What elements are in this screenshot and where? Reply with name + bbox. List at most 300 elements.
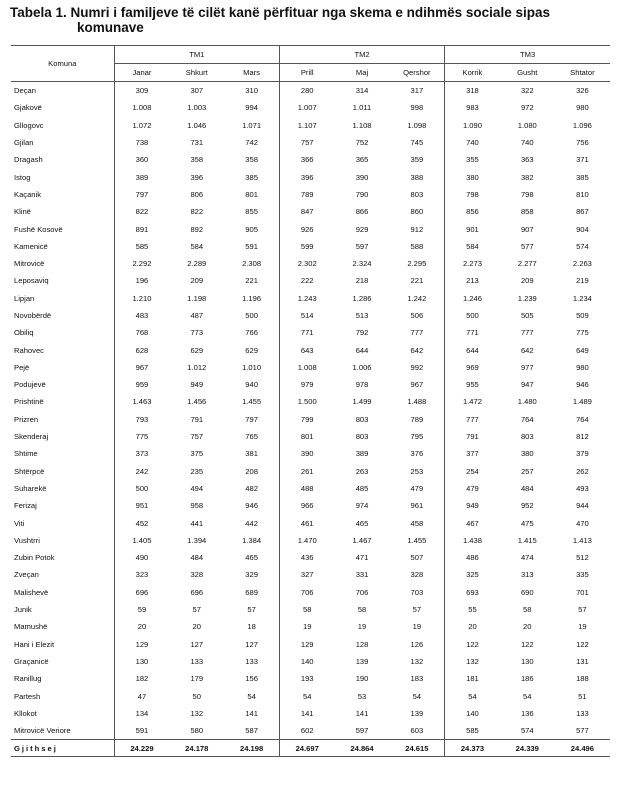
value-cell: 584 xyxy=(445,238,500,255)
value-cell: 602 xyxy=(279,722,334,740)
value-cell: 777 xyxy=(410,328,424,338)
komuna-name: Vushtrri xyxy=(14,535,40,545)
komuna-name: Istog xyxy=(14,172,31,182)
table-row xyxy=(11,307,610,324)
value-cell: 752 xyxy=(355,138,369,148)
total-cell: 24.615 xyxy=(390,740,445,757)
value-cell: 693 xyxy=(445,584,500,601)
families-table xyxy=(11,45,610,757)
value-cell: 382 xyxy=(520,172,534,182)
value-cell: 209 xyxy=(520,276,534,286)
value-cell: 822 xyxy=(114,203,169,220)
table-row xyxy=(11,428,610,445)
value-cell: 1.467 xyxy=(352,535,372,545)
value-cell: 1.489 xyxy=(572,397,592,407)
value-cell: 766 xyxy=(245,328,258,338)
value-cell: 947 xyxy=(520,380,534,390)
value-cell: 768 xyxy=(114,324,169,341)
value-cell: 486 xyxy=(445,549,500,566)
value-cell: 771 xyxy=(445,324,500,341)
value-cell: 54 xyxy=(279,687,334,704)
value-cell: 967 xyxy=(410,380,424,390)
komuna-name: Graçanicë xyxy=(14,656,49,666)
value-cell: 487 xyxy=(190,311,204,320)
value-cell: 858 xyxy=(520,207,534,217)
value-cell: 1.500 xyxy=(279,393,334,410)
value-cell: 390 xyxy=(355,172,369,182)
komuna-name: Leposaviq xyxy=(14,276,49,286)
value-cell: 509 xyxy=(576,311,589,320)
komuna-name: Novobërdë xyxy=(14,311,52,320)
value-cell: 998 xyxy=(410,103,424,113)
value-cell: 20 xyxy=(523,622,532,632)
value-cell: 317 xyxy=(410,86,424,96)
value-cell: 689 xyxy=(245,587,258,597)
table-row xyxy=(11,186,610,203)
value-cell: 396 xyxy=(190,172,204,182)
value-cell: 494 xyxy=(190,483,204,493)
komuna-name: Mamushë xyxy=(14,622,48,632)
value-cell: 696 xyxy=(190,587,204,597)
value-cell: 310 xyxy=(245,86,258,96)
value-cell: 221 xyxy=(245,276,258,286)
value-cell: 775 xyxy=(576,328,589,338)
value-cell: 740 xyxy=(445,134,500,151)
total-cell: 24.373 xyxy=(445,740,500,757)
value-cell: 642 xyxy=(410,345,424,355)
value-cell: 764 xyxy=(576,414,589,424)
value-cell: 644 xyxy=(445,341,500,358)
table-row xyxy=(11,601,610,618)
total-row xyxy=(11,740,610,757)
total-cell: 24.496 xyxy=(555,740,610,757)
value-cell: 484 xyxy=(520,483,534,493)
value-cell: 371 xyxy=(576,155,589,165)
value-cell: 131 xyxy=(576,656,589,666)
table-row xyxy=(11,653,610,670)
value-cell: 1.456 xyxy=(187,397,207,407)
table-row xyxy=(11,255,610,272)
value-cell: 325 xyxy=(445,566,500,583)
table-row xyxy=(11,220,610,237)
komuna-name: Junik xyxy=(14,605,32,615)
value-cell: 20 xyxy=(114,618,169,635)
value-cell: 599 xyxy=(279,238,334,255)
value-cell: 323 xyxy=(114,566,169,583)
value-cell: 500 xyxy=(245,311,258,320)
value-cell: 1.413 xyxy=(572,535,592,545)
komuna-name: Lipjan xyxy=(14,293,35,303)
value-cell: 500 xyxy=(445,307,500,324)
komuna-header: Komuna xyxy=(11,46,114,82)
value-cell: 183 xyxy=(410,674,424,684)
value-cell: 140 xyxy=(279,653,334,670)
value-cell: 905 xyxy=(245,224,258,234)
table-row xyxy=(11,514,610,531)
total-cell: 24.198 xyxy=(224,740,279,757)
value-cell: 806 xyxy=(190,189,204,199)
value-cell: 929 xyxy=(355,224,369,234)
value-cell: 1.286 xyxy=(352,293,372,303)
komuna-name: Podujevë xyxy=(14,380,46,390)
komuna-name: Mitrovicë xyxy=(14,259,45,269)
value-cell: 961 xyxy=(410,501,424,511)
value-cell: 603 xyxy=(410,726,424,736)
value-cell: 969 xyxy=(445,359,500,376)
value-cell: 1.071 xyxy=(242,120,262,130)
value-cell: 257 xyxy=(520,466,534,476)
value-cell: 396 xyxy=(279,168,334,185)
value-cell: 461 xyxy=(279,514,334,531)
value-cell: 471 xyxy=(355,553,369,563)
value-cell: 591 xyxy=(245,241,258,251)
value-cell: 485 xyxy=(355,483,369,493)
value-cell: 1.108 xyxy=(352,120,372,130)
value-cell: 208 xyxy=(245,466,258,476)
table-body xyxy=(11,82,610,740)
value-cell: 58 xyxy=(523,605,532,615)
value-cell: 50 xyxy=(192,691,201,701)
value-cell: 1.046 xyxy=(187,120,207,130)
komuna-name: Klinë xyxy=(14,207,31,217)
value-cell: 57 xyxy=(578,605,587,615)
table-row xyxy=(11,290,610,307)
value-cell: 2.277 xyxy=(517,259,537,269)
value-cell: 309 xyxy=(114,82,169,100)
value-cell: 959 xyxy=(114,376,169,393)
value-cell: 1.243 xyxy=(279,290,334,307)
komuna-name: Mitrovicë Veriore xyxy=(14,726,71,736)
value-cell: 253 xyxy=(410,466,424,476)
komuna-name: Malishevë xyxy=(14,587,49,597)
table-header xyxy=(11,46,610,82)
value-cell: 791 xyxy=(190,414,204,424)
value-cell: 940 xyxy=(245,380,258,390)
value-cell: 949 xyxy=(190,380,204,390)
value-cell: 1.488 xyxy=(407,397,427,407)
value-cell: 358 xyxy=(190,155,204,165)
komuna-name: Ranillug xyxy=(14,674,42,684)
table-row xyxy=(11,238,610,255)
value-cell: 706 xyxy=(279,584,334,601)
value-cell: 57 xyxy=(247,605,256,615)
value-cell: 452 xyxy=(114,514,169,531)
value-cell: 484 xyxy=(190,553,204,563)
value-cell: 2.273 xyxy=(445,255,500,272)
value-cell: 588 xyxy=(410,241,424,251)
value-cell: 129 xyxy=(114,636,169,653)
value-cell: 2.263 xyxy=(572,259,592,269)
value-cell: 703 xyxy=(410,587,424,597)
komuna-name: Gjilan xyxy=(14,138,34,148)
value-cell: 55 xyxy=(445,601,500,618)
value-cell: 381 xyxy=(245,449,258,459)
value-cell: 1.096 xyxy=(572,120,592,130)
value-cell: 128 xyxy=(355,639,369,649)
value-cell: 628 xyxy=(114,341,169,358)
month-header: Korrik xyxy=(445,64,500,82)
komuna-name: Shtërpcë xyxy=(14,466,45,476)
value-cell: 701 xyxy=(576,587,589,597)
value-cell: 329 xyxy=(245,570,258,580)
value-cell: 465 xyxy=(355,518,369,528)
value-cell: 757 xyxy=(190,432,204,442)
table-row xyxy=(11,324,610,341)
value-cell: 20 xyxy=(445,618,500,635)
value-cell: 629 xyxy=(245,345,258,355)
value-cell: 20 xyxy=(192,622,201,632)
value-cell: 363 xyxy=(520,155,534,165)
value-cell: 812 xyxy=(576,432,589,442)
value-cell: 2.302 xyxy=(279,255,334,272)
value-cell: 18 xyxy=(247,622,256,632)
value-cell: 385 xyxy=(576,172,589,182)
value-cell: 958 xyxy=(190,501,204,511)
komuna-name: Partesh xyxy=(14,691,41,701)
value-cell: 280 xyxy=(279,82,334,100)
value-cell: 222 xyxy=(279,272,334,289)
value-cell: 122 xyxy=(445,636,500,653)
title-line-2: komunave xyxy=(77,20,144,35)
value-cell: 1.003 xyxy=(187,103,207,113)
value-cell: 904 xyxy=(576,224,589,234)
value-cell: 19 xyxy=(578,622,587,632)
value-cell: 1.455 xyxy=(407,535,427,545)
value-cell: 1.008 xyxy=(114,99,169,116)
komuna-name: Ferizaj xyxy=(14,501,37,511)
value-cell: 242 xyxy=(114,463,169,480)
value-cell: 514 xyxy=(279,307,334,324)
total-cell: 24.229 xyxy=(114,740,169,757)
value-cell: 952 xyxy=(520,501,534,511)
value-cell: 1.010 xyxy=(242,362,262,372)
month-header: Mars xyxy=(224,64,279,82)
value-cell: 57 xyxy=(412,605,422,615)
value-cell: 777 xyxy=(445,411,500,428)
value-cell: 944 xyxy=(576,501,589,511)
value-cell: 775 xyxy=(114,428,169,445)
table-footer xyxy=(11,740,610,757)
value-cell: 980 xyxy=(576,103,589,113)
value-cell: 156 xyxy=(245,674,258,684)
value-cell: 1.007 xyxy=(279,99,334,116)
value-cell: 196 xyxy=(114,272,169,289)
value-cell: 263 xyxy=(355,466,369,476)
value-cell: 577 xyxy=(520,241,534,251)
value-cell: 629 xyxy=(190,345,204,355)
value-cell: 1.463 xyxy=(114,393,169,410)
value-cell: 318 xyxy=(445,82,500,100)
value-cell: 803 xyxy=(410,189,424,199)
value-cell: 810 xyxy=(576,189,589,199)
value-cell: 992 xyxy=(410,362,424,372)
value-cell: 951 xyxy=(114,497,169,514)
value-cell: 580 xyxy=(190,726,204,736)
value-cell: 133 xyxy=(576,708,589,718)
value-cell: 795 xyxy=(410,432,424,442)
value-cell: 127 xyxy=(190,639,204,649)
value-cell: 467 xyxy=(445,514,500,531)
value-cell: 51 xyxy=(578,691,587,701)
komuna-name: Obiliq xyxy=(14,328,34,338)
value-cell: 597 xyxy=(355,241,369,251)
value-cell: 1.499 xyxy=(352,397,372,407)
month-header: Maj xyxy=(334,64,389,82)
value-cell: 132 xyxy=(445,653,500,670)
komuna-name: Shtime xyxy=(14,449,38,459)
month-header: Gusht xyxy=(500,64,555,82)
table-row xyxy=(11,722,610,740)
value-cell: 506 xyxy=(410,311,424,320)
value-cell: 126 xyxy=(410,639,424,649)
value-cell: 1.384 xyxy=(242,535,262,545)
value-cell: 140 xyxy=(445,705,500,722)
value-cell: 866 xyxy=(355,207,369,217)
value-cell: 803 xyxy=(355,414,369,424)
value-cell: 133 xyxy=(190,656,204,666)
value-cell: 591 xyxy=(114,722,169,740)
value-cell: 54 xyxy=(523,691,532,701)
value-cell: 1.196 xyxy=(242,293,262,303)
value-cell: 1.012 xyxy=(187,362,207,372)
komuna-name: Pejë xyxy=(14,362,30,372)
value-cell: 335 xyxy=(576,570,589,580)
table-row xyxy=(11,376,610,393)
value-cell: 1.011 xyxy=(352,103,372,113)
table-row xyxy=(11,168,610,185)
value-cell: 235 xyxy=(190,466,204,476)
value-cell: 798 xyxy=(520,189,534,199)
value-cell: 139 xyxy=(410,708,424,718)
table-row xyxy=(11,566,610,583)
value-cell: 193 xyxy=(279,670,334,687)
value-cell: 1.198 xyxy=(187,293,207,303)
title-line-1: Tabela 1. Numri i familjeve të cilët kanë përfituar nga skema e ndihmës sociale sipas xyxy=(10,5,550,20)
value-cell: 764 xyxy=(520,414,534,424)
total-label: Gjithsej xyxy=(11,740,114,757)
value-cell: 470 xyxy=(576,518,589,528)
value-cell: 139 xyxy=(355,656,369,666)
value-cell: 380 xyxy=(445,168,500,185)
value-cell: 690 xyxy=(520,587,534,597)
value-cell: 389 xyxy=(355,449,369,459)
value-cell: 1.080 xyxy=(517,120,537,130)
value-cell: 797 xyxy=(114,186,169,203)
komuna-name: Viti xyxy=(14,518,25,528)
value-cell: 133 xyxy=(245,656,258,666)
table-row xyxy=(11,687,610,704)
value-cell: 53 xyxy=(357,691,367,701)
value-cell: 773 xyxy=(190,328,204,338)
value-cell: 141 xyxy=(279,705,334,722)
value-cell: 980 xyxy=(576,362,589,372)
value-cell: 574 xyxy=(520,726,534,736)
value-cell: 1.090 xyxy=(445,117,500,134)
month-header: Prill xyxy=(279,64,334,82)
table-row xyxy=(11,203,610,220)
value-cell: 358 xyxy=(245,155,258,165)
value-cell: 891 xyxy=(114,220,169,237)
value-cell: 974 xyxy=(355,501,369,511)
value-cell: 58 xyxy=(279,601,334,618)
value-cell: 994 xyxy=(245,103,258,113)
komuna-name: Prishtinë xyxy=(14,397,44,407)
total-cell: 24.339 xyxy=(500,740,555,757)
table-row xyxy=(11,705,610,722)
quarter-header: TM2 xyxy=(279,46,444,64)
value-cell: 1.242 xyxy=(407,293,427,303)
value-cell: 740 xyxy=(520,138,534,148)
value-cell: 742 xyxy=(245,138,258,148)
value-cell: 584 xyxy=(190,241,204,251)
month-header: Shtator xyxy=(555,64,610,82)
value-cell: 54 xyxy=(412,691,422,701)
value-cell: 1.472 xyxy=(445,393,500,410)
table-row xyxy=(11,636,610,653)
value-cell: 59 xyxy=(114,601,169,618)
value-cell: 822 xyxy=(190,207,204,217)
value-cell: 19 xyxy=(279,618,334,635)
table-row xyxy=(11,272,610,289)
table-row xyxy=(11,497,610,514)
value-cell: 2.308 xyxy=(242,259,262,269)
table-row xyxy=(11,359,610,376)
value-cell: 355 xyxy=(445,151,500,168)
value-cell: 221 xyxy=(410,276,424,286)
value-cell: 643 xyxy=(279,341,334,358)
value-cell: 127 xyxy=(245,639,258,649)
value-cell: 190 xyxy=(355,674,369,684)
value-cell: 141 xyxy=(245,708,258,718)
quarter-header: TM1 xyxy=(114,46,279,64)
value-cell: 1.008 xyxy=(279,359,334,376)
table-row xyxy=(11,618,610,635)
value-cell: 219 xyxy=(576,276,589,286)
value-cell: 328 xyxy=(410,570,424,580)
value-cell: 946 xyxy=(245,501,258,511)
value-cell: 597 xyxy=(355,726,369,736)
komuna-name: Fushë Kosovë xyxy=(14,224,63,234)
value-cell: 585 xyxy=(445,722,500,740)
value-cell: 188 xyxy=(576,674,589,684)
value-cell: 262 xyxy=(576,466,589,476)
value-cell: 799 xyxy=(279,411,334,428)
value-cell: 482 xyxy=(245,483,258,493)
value-cell: 1.246 xyxy=(445,290,500,307)
komuna-name: Kllokot xyxy=(14,708,37,718)
value-cell: 47 xyxy=(114,687,169,704)
value-cell: 946 xyxy=(576,380,589,390)
value-cell: 1.438 xyxy=(445,532,500,549)
value-cell: 1.394 xyxy=(187,535,207,545)
table-row xyxy=(11,151,610,168)
value-cell: 366 xyxy=(279,151,334,168)
value-cell: 57 xyxy=(192,605,201,615)
value-cell: 507 xyxy=(410,553,424,563)
value-cell: 801 xyxy=(245,189,258,199)
value-cell: 979 xyxy=(279,376,334,393)
value-cell: 328 xyxy=(190,570,204,580)
table-row xyxy=(11,670,610,687)
value-cell: 803 xyxy=(520,432,534,442)
komuna-name: Deçan xyxy=(14,86,36,96)
value-cell: 377 xyxy=(445,445,500,462)
table-title xyxy=(10,5,550,35)
value-cell: 218 xyxy=(355,276,369,286)
value-cell: 967 xyxy=(114,359,169,376)
value-cell: 322 xyxy=(520,86,534,96)
month-header: Shkurt xyxy=(169,64,224,82)
